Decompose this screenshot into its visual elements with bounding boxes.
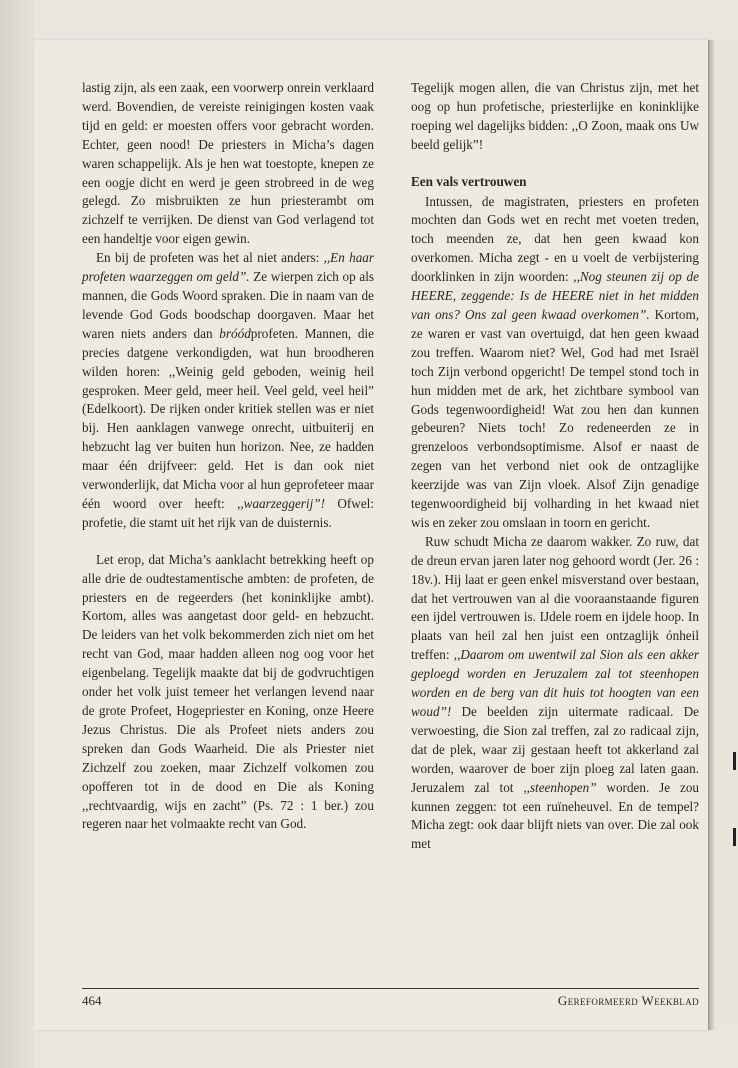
- right-column: [411, 79, 699, 854]
- footer-rule: [82, 988, 699, 989]
- publication-name: Gereformeerd Weekblad: [557, 993, 699, 1008]
- paragraph-text: Ofwel: profetie, die stamt uit het rijk van de duisternis.: [82, 495, 375, 530]
- paragraph-text: De beelden zijn uitermate radicaal. De verwoesting, die Sion zal treffen, zal zo radicaal zijn, dat de plek, waar zij gestaan heeft tot akkerland zal worden, waarover de boer zijn ploeg zal laten gaan. Jeruzalem zal tot: [411, 704, 699, 795]
- scan-left-margin: [0, 0, 34, 1068]
- paragraph-text: Intussen, de magistraten, priesters en profeten mochten dan Gods wet en recht met voeten treden, toch meenden ze, dat hen geen kwaad kon overkomen. Micha zegt - en u voelt de verbijstering doorklinken in zijn woorden:: [411, 193, 699, 285]
- scripture-quote: ,,Nog steunen zij op de HEERE, zeggende: Is de HEERE niet in het midden van ons? Ons zal geen kwaad overkomen”.: [411, 269, 699, 322]
- paragraph-text: worden. Je zou kunnen zeggen: tot een ruïneheuvel. En de tempel? Micha zegt: ook daar blijft niets van over. Die zal ook met: [411, 779, 700, 852]
- paragraph-text: En bij de profeten was het al niet anders:: [96, 250, 324, 266]
- scripture-quote: ,,steenhopen”: [523, 779, 597, 795]
- left-column: [82, 79, 374, 834]
- paragraph: Tegelijk mogen allen, die van Christus zijn, met het oog op hun profetische, priesterlijke en koninklijke roeping wel dagelijks bidden: ,,O Zoon, maak ons Uw beeld gelijk”!: [411, 80, 699, 152]
- adjacent-page-mark: [733, 828, 736, 846]
- paragraph: [411, 533, 699, 854]
- paragraph-text: Ze wierpen zich op als mannen, die Gods Woord spraken. Die in naam van de levende God Gods boodschap doorgaven. Maar het waren niets anders dan: [82, 269, 374, 341]
- adjacent-page-edge: [708, 40, 738, 1030]
- page-gutter-shadow: [709, 40, 715, 1030]
- section-heading: Een vals vertrouwen: [411, 173, 527, 189]
- paragraph: lastig zijn, als een zaak, een voorwerp onrein verklaard werd. Bovendien, de vereiste reinigingen kosten vaak tijd en geld: er moesten offers voor gebracht worden. Echter, geen nood! De priesters in Micha’s dagen waren schappelijk. Als je hen wat toestopte, knepen ze een oogje dicht en werd je geen strobreed in de weg gelegd. Zo misbruikten ze hun priesterambt om zichzelf te verrijken. De dienst van God verlagend tot een handeltje voor eigen gewin.: [82, 80, 374, 247]
- paragraph-text: Kortom, ze waren er vast van overtuigd, dat hen geen kwaad zou treffen. Waarom niet? Wel, God had met Israël toch Zijn verbond opgericht! De tempel stond toch in hun midden met de ark, het zichtbare symbool van Gods tegenwoordigheid! Wat zou hen dan kunnen gebeuren? Niets toch! Zo redeneerden ze in grenzeloos verbondsoptimisme. Alsof er naast de zegen van het verbond niet ook de ontzaglijke keerzijde was van Zijn vloek. Alsof Zijn genadige tegenwoordigheid bij volharding in het kwaad niet wis en zeker zou omslaan in toorn en gericht.: [411, 306, 699, 530]
- adjacent-page-mark: [733, 752, 736, 770]
- paragraph-text: Ruw schudt Micha ze daarom wakker. Zo ruw, dat de dreun ervan jaren later nog gehoord wordt (Jer. 26 : 18v.). Hij laat er geen enkel misverstand over bestaan, dat het vertrouwen van al die vooraanstaande figuren een ijdel vertrouwen is. IJdele roem en ijdele hoop. In plaats van heil zal hen juist een ontzaglijk ónheil treffen:: [411, 533, 699, 663]
- paragraph: Let erop, dat Micha’s aanklacht betrekking heeft op alle drie de oudtestamentische ambten: de profeten, de priesters en de regeerders (het koninklijke ambt). Kortom, alles was aangetast door geld- en hebzucht. De leiders van het volk bekommerden zich niet om het recht van God, maar hadden alleen nog oog voor het eigenbelang. Tegelijk maakte dat bij de godvruchtigen onder het volk juist temeer het verlangen levend naar de grote Profeet, Hogepriester en Koning, onze Heere Jezus Christus. Die als Profeet niets anders zou spreken dan Gods Waarheid. Die als Priester niet Zichzelf zou zoeken, maar Zichzelf volkomen zou opofferen tot in de dood en Die als Koning ,,rechtvaardig, wijs en zacht” (Ps. 72 : 1 ber.) zou regeren naar het volmaakte recht van God.: [82, 551, 374, 832]
- scripture-quote: ,,Daarom om uwentwil zal Sion als een akker geploegd worden en Jeruzalem zal tot steenhopen worden en de berg van dit huis tot hoogten van een woud”!: [411, 647, 699, 719]
- page-number: 464: [82, 993, 102, 1008]
- paragraph: [82, 249, 374, 533]
- emphasis: bróód: [219, 325, 251, 341]
- paragraph-text: profeten. Mannen, die precies datgene verkondigden, wat hun broodheren wilden horen: ,,Weinig geld geboden, weinig heil gesproken. Meer geld, meer heil. Veel geld, veel heil” (Edelkoort). De rijken onder kritiek stellen was er niet bij. Hen aanklagen vanwege onrecht, uitbuiterij en hebzucht lag ver buiten hun horizon. Nee, ze hadden maar één drijfveer: geld. Het is dan ook niet verwonderlijk, dat Micha voor al hun geprofeteer maar één woord over heeft:: [82, 325, 374, 511]
- scripture-quote: ,,En haar profeten waarzeggen om geld”.: [82, 250, 375, 285]
- scripture-quote: ,,waarzeggerij”!: [237, 495, 325, 511]
- paragraph: [411, 193, 699, 533]
